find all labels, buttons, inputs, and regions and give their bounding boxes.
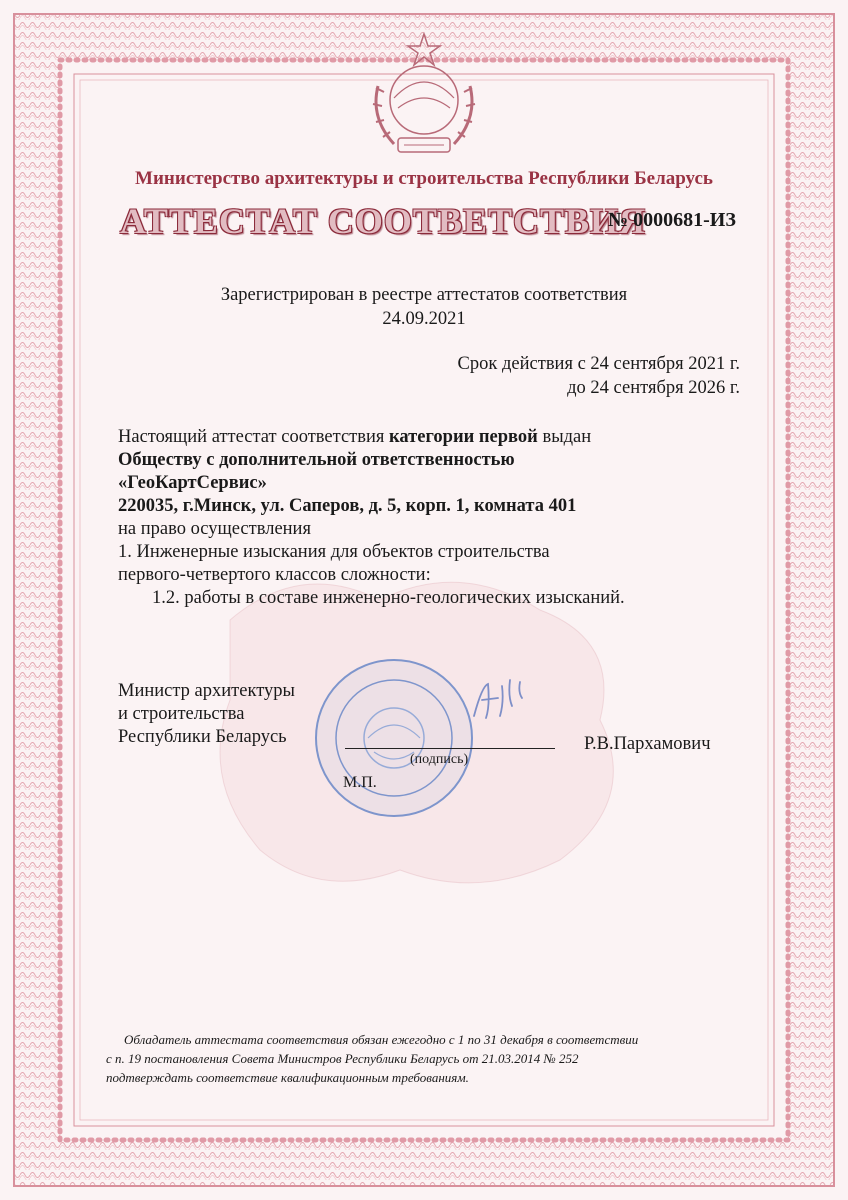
document-title: АТТЕСТАТ СООТВЕТСТВИЯ (120, 201, 647, 241)
position-line1: Министр архитектуры (118, 681, 295, 701)
registration-text: Зарегистрирован в реестре аттестатов соответствия (220, 285, 628, 305)
belarus-emblem-icon (354, 26, 494, 166)
validity-from: Срок действия с 24 сентября 2021 г. (457, 354, 740, 374)
intro-end: выдан (537, 427, 592, 447)
signatory-position (118, 680, 295, 749)
intro-line (118, 426, 758, 449)
handwritten-signature (468, 676, 538, 726)
signer-name: Р.В.Пархамович (584, 734, 711, 754)
organization-address: 220035, г.Минск, ул. Саперов, д. 5, корп. 1, комната 401 (118, 496, 577, 516)
certificate-body (118, 426, 758, 610)
footnote-line2: с п. 19 постановления Совета Министров Республики Беларусь от 21.03.2014 № 252 (106, 1051, 579, 1066)
validity-to: до 24 сентября 2026 г. (567, 378, 740, 398)
position-line2: и строительства (118, 704, 245, 724)
organization-line1: Обществу с дополнительной ответственностью (118, 450, 515, 470)
validity-block (458, 352, 740, 400)
category: категории первой (389, 427, 538, 447)
intro-start: Настоящий аттестат соответствия (118, 427, 390, 447)
position-line3: Республики Беларусь (118, 727, 287, 747)
registration-date: 24.09.2021 (382, 309, 466, 329)
organization-line2: «ГеоКартСервис» (118, 473, 267, 493)
footnote-line1: Обладатель аттестата соответствия обязан ежегодно с 1 по 31 декабря в соответствии (124, 1032, 639, 1047)
item-1-line2: первого-четвертого классов сложности: (118, 565, 431, 585)
footnote (106, 1030, 742, 1087)
right-label: на право осуществления (118, 519, 311, 539)
signature-line (345, 748, 555, 749)
certificate-number: № 0000681-ИЗ (608, 209, 736, 231)
footnote-line3: подтверждать соответствие квалификационным требованиям. (106, 1070, 469, 1085)
registration-block (0, 283, 848, 331)
item-1-2: 1.2. работы в составе инженерно-геологических изысканий. (152, 588, 625, 608)
item-1-line1: 1. Инженерные изыскания для объектов строительства (118, 542, 550, 562)
ministry-name: Министерство архитектуры и строительства Республики Беларусь (135, 168, 713, 189)
official-seal-icon (312, 656, 476, 820)
signature-caption: (подпись) (410, 752, 469, 767)
seal-place-label: М.П. (343, 774, 377, 791)
